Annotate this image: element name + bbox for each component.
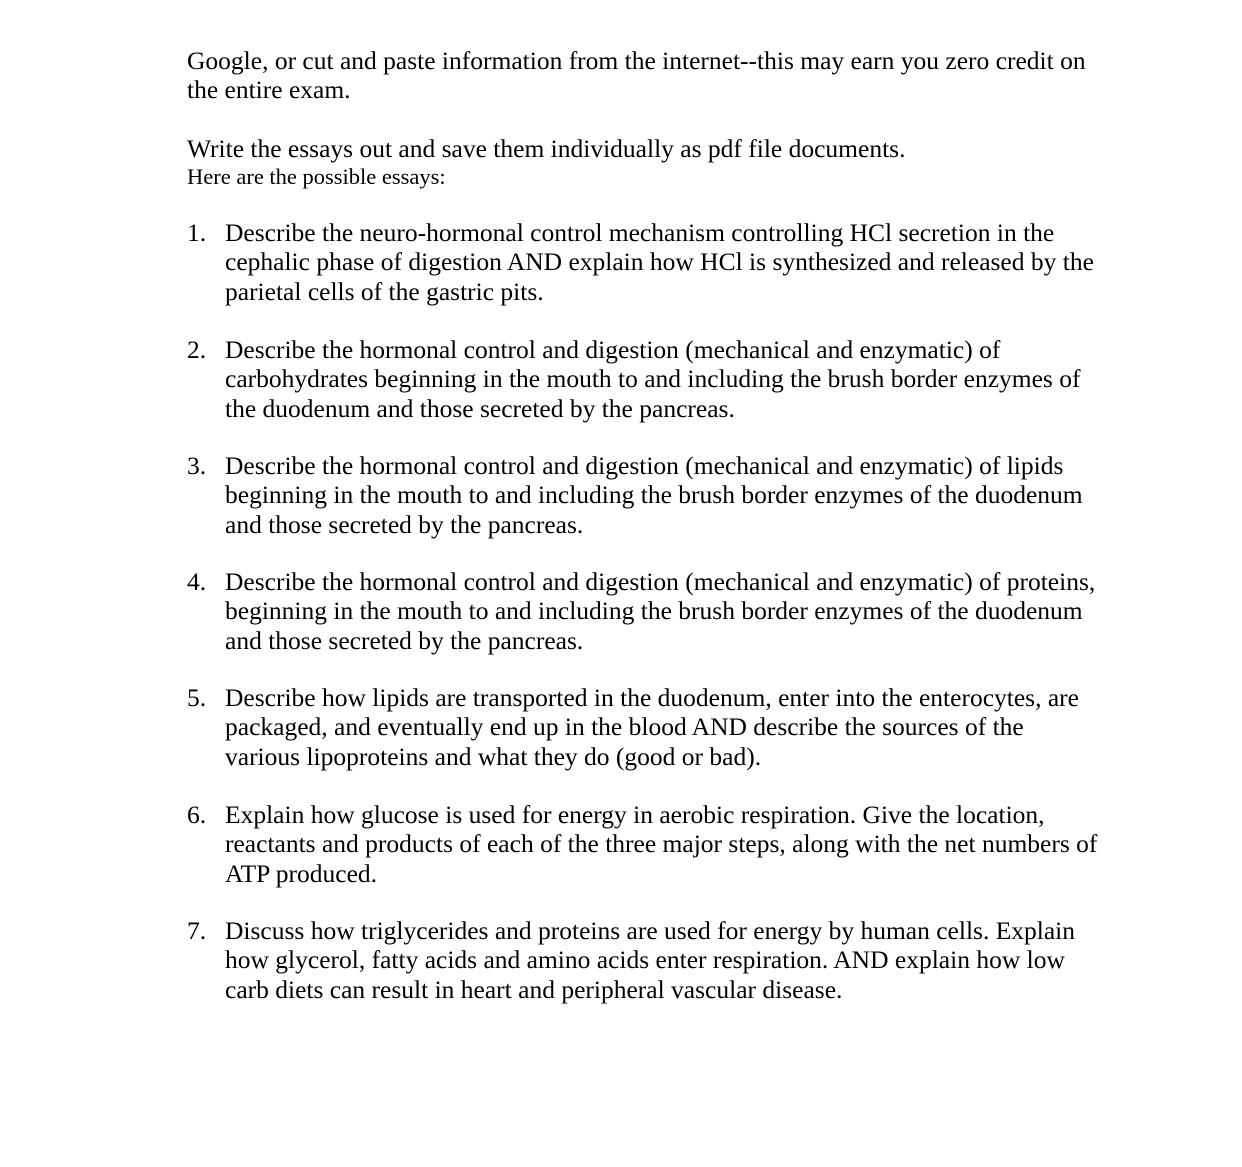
essay-line: how glycerol, fatty acids and amino acids enter respiration. AND explain how low <box>225 945 1065 975</box>
essay-line: Describe how lipids are transported in the duodenum, enter into the enterocytes, are <box>225 683 1079 712</box>
warning-line-2: the entire exam. <box>187 75 351 104</box>
essay-list-heading-text: Here are the possible essays: <box>187 164 446 189</box>
essay-number: 7. <box>187 916 207 945</box>
instruction-text: Write the essays out and save them individually as pdf file documents. <box>187 134 906 163</box>
essay-line: cephalic phase of digestion AND explain how HCl is synthesized and released by the <box>225 247 1094 277</box>
essay-line: Describe the hormonal control and digestion (mechanical and enzymatic) of proteins, <box>225 567 1096 596</box>
essay-line: packaged, and eventually end up in the blood AND describe the sources of the <box>225 712 1024 742</box>
essay-line: and those secreted by the pancreas. <box>225 509 584 539</box>
essay-number: 5. <box>187 683 207 712</box>
essay-number: 3. <box>187 451 207 480</box>
essay-line: and those secreted by the pancreas. <box>225 625 584 655</box>
essay-number: 1. <box>187 218 207 247</box>
essay-line: carb diets can result in heart and peripheral vascular disease. <box>225 974 843 1004</box>
essay-number: 4. <box>187 567 207 596</box>
essay-text <box>225 335 1105 423</box>
warning-line-1: Google, or cut and paste information from the internet--this may earn you zero credit on <box>187 46 1086 75</box>
warning-paragraph <box>187 46 1107 104</box>
essay-text <box>225 800 1105 888</box>
essay-line: Explain how glucose is used for energy in aerobic respiration. Give the location, <box>225 800 1045 829</box>
essay-line: parietal cells of the gastric pits. <box>225 276 544 306</box>
essay-line: Discuss how triglycerides and proteins are used for energy by human cells. Explain <box>225 916 1076 945</box>
essay-line: Describe the hormonal control and digestion (mechanical and enzymatic) of lipids <box>225 451 1064 480</box>
essay-number: 6. <box>187 800 207 829</box>
essay-text <box>225 916 1105 1004</box>
essay-line: Describe the hormonal control and digestion (mechanical and enzymatic) of <box>225 335 1001 364</box>
essay-line: Describe the neuro-hormonal control mechanism controlling HCl secretion in the <box>225 218 1055 247</box>
essay-text <box>225 218 1105 306</box>
essay-text <box>225 451 1105 539</box>
essay-line: ATP produced. <box>225 858 378 888</box>
essay-text <box>225 683 1105 771</box>
essay-line: reactants and products of each of the three major steps, along with the net numbers of <box>225 829 1098 859</box>
essay-line: carbohydrates beginning in the mouth to and including the brush border enzymes of <box>225 364 1081 394</box>
instruction-paragraph <box>187 134 1107 163</box>
essay-number: 2. <box>187 335 207 364</box>
essay-line: various lipoproteins and what they do (good or bad). <box>225 741 762 771</box>
essay-line: the duodenum and those secreted by the pancreas. <box>225 393 735 423</box>
essay-text <box>225 567 1105 655</box>
essay-list-heading <box>187 164 1107 190</box>
essay-line: beginning in the mouth to and including the brush border enzymes of the duodenum <box>225 480 1083 510</box>
essay-line: beginning in the mouth to and including the brush border enzymes of the duodenum <box>225 596 1083 626</box>
